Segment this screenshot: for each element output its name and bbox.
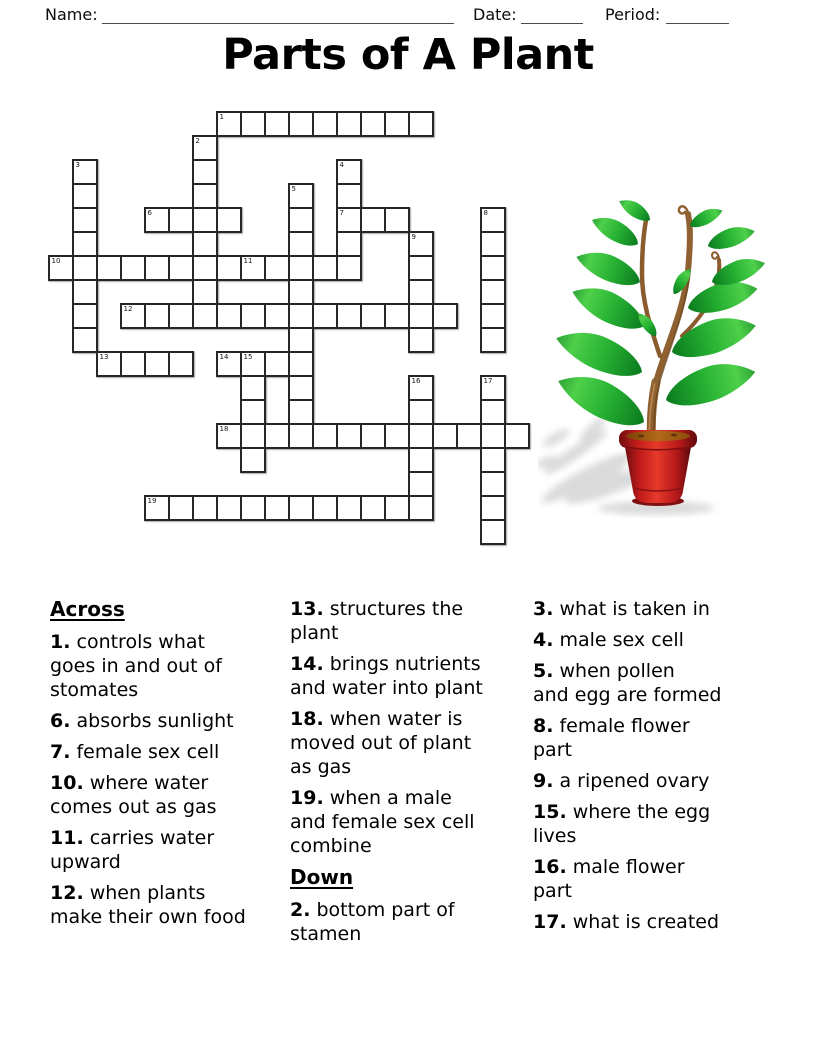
grid-cell[interactable]: [192, 255, 218, 281]
period-label: Period:: [605, 5, 661, 24]
grid-cell[interactable]: [480, 327, 506, 353]
grid-clue-number: 1: [219, 113, 224, 121]
grid-cell[interactable]: [288, 375, 314, 401]
clue-1: 1. controls what goes in and out of stomates: [50, 631, 222, 701]
grid-cell[interactable]: [144, 303, 170, 329]
grid-cell[interactable]: [312, 303, 338, 329]
clue-11: 11. carries water upward: [50, 827, 215, 873]
grid-cell[interactable]: [120, 351, 146, 377]
grid-cell[interactable]: [144, 255, 170, 281]
grid-clue-number: 15: [243, 353, 253, 361]
grid-clue-number: 13: [99, 353, 109, 361]
grid-cell[interactable]: [312, 255, 338, 281]
grid-cell[interactable]: [480, 447, 506, 473]
clue-15: 15. where the egg lives: [533, 801, 711, 847]
grid-clue-number: 5: [291, 185, 296, 193]
grid-clue-number: 7: [339, 209, 344, 217]
grid-clue-number: 14: [219, 353, 229, 361]
clue-16: 16. male flower part: [533, 856, 685, 902]
potted-plant-illustration: [538, 186, 768, 518]
grid-cell[interactable]: [240, 447, 266, 473]
grid-cell[interactable]: [408, 495, 434, 521]
grid-cell[interactable]: [480, 399, 506, 425]
grid-clue-number: 11: [243, 257, 253, 265]
grid-cell[interactable]: [264, 495, 290, 521]
grid-cell[interactable]: [360, 303, 386, 329]
grid-cell[interactable]: [192, 183, 218, 209]
clue-5: 5. when pollen and egg are formed: [533, 660, 722, 706]
grid-cell[interactable]: [360, 423, 386, 449]
grid-cell[interactable]: [168, 303, 194, 329]
down-header: Down: [290, 865, 354, 889]
grid-cell[interactable]: [192, 207, 218, 233]
grid-cell[interactable]: [312, 423, 338, 449]
grid-cell[interactable]: [432, 423, 458, 449]
grid-cell[interactable]: [192, 231, 218, 257]
grid-cell[interactable]: [480, 255, 506, 281]
clue-12: 12. when plants make their own food: [50, 882, 246, 928]
grid-cell[interactable]: [408, 471, 434, 497]
grid-cell[interactable]: [336, 423, 362, 449]
grid-cell[interactable]: [336, 303, 362, 329]
clue-column-1: [50, 597, 286, 936]
grid-clue-number: 9: [411, 233, 416, 241]
grid-cell[interactable]: [72, 183, 98, 209]
grid-cell[interactable]: [480, 279, 506, 305]
grid-cell[interactable]: [480, 495, 506, 521]
grid-clue-number: 19: [147, 497, 157, 505]
grid-clue-number: 16: [411, 377, 421, 385]
date-label: Date:: [473, 5, 517, 24]
grid-cell[interactable]: [408, 327, 434, 353]
clue-2: 2. bottom part of stamen: [290, 899, 455, 945]
grid-cell[interactable]: [72, 279, 98, 305]
grid-cell[interactable]: [384, 303, 410, 329]
page-title: Parts of A Plant: [222, 30, 594, 80]
grid-cell[interactable]: [240, 111, 266, 137]
grid-cell[interactable]: [408, 111, 434, 137]
clue-13: 13. structures the plant: [290, 598, 464, 644]
grid-cell[interactable]: [192, 495, 218, 521]
grid-cell[interactable]: [72, 327, 98, 353]
grid-cell[interactable]: [336, 111, 362, 137]
grid-cell[interactable]: [288, 351, 314, 377]
grid-cell[interactable]: [216, 303, 242, 329]
grid-cell[interactable]: [168, 351, 194, 377]
date-input-line[interactable]: [521, 8, 583, 24]
grid-cell[interactable]: [336, 255, 362, 281]
grid-cell[interactable]: [288, 231, 314, 257]
grid-cell[interactable]: [288, 255, 314, 281]
period-input-line[interactable]: [666, 8, 729, 24]
clue-8: 8. female flower part: [533, 715, 690, 761]
grid-cell[interactable]: [384, 207, 410, 233]
grid-cell[interactable]: [216, 495, 242, 521]
grid-clue-number: 12: [123, 305, 133, 313]
clue-19: 19. when a male and female sex cell combine: [290, 787, 475, 857]
grid-cell[interactable]: [384, 423, 410, 449]
grid-cell[interactable]: [408, 399, 434, 425]
grid-cell[interactable]: [216, 255, 242, 281]
grid-cell[interactable]: [288, 207, 314, 233]
grid-cell[interactable]: [240, 375, 266, 401]
grid-cell[interactable]: [120, 255, 146, 281]
grid-cell[interactable]: [408, 279, 434, 305]
grid-cell[interactable]: [264, 351, 290, 377]
clue-3: 3. what is taken in: [533, 598, 710, 620]
grid-clue-number: 10: [51, 257, 61, 265]
plant-leaves: [551, 195, 768, 435]
clue-9: 9. a ripened ovary: [533, 770, 710, 792]
grid-cell[interactable]: [168, 495, 194, 521]
grid-cell[interactable]: [288, 111, 314, 137]
grid-cell[interactable]: [288, 279, 314, 305]
grid-cell[interactable]: [480, 471, 506, 497]
grid-cell[interactable]: [192, 279, 218, 305]
grid-cell[interactable]: [72, 303, 98, 329]
grid-clue-number: 18: [219, 425, 229, 433]
grid-clue-number: 17: [483, 377, 493, 385]
grid-cell[interactable]: [216, 207, 242, 233]
grid-cell[interactable]: [384, 111, 410, 137]
grid-clue-number: 6: [147, 209, 152, 217]
grid-cell[interactable]: [504, 423, 530, 449]
clue-4: 4. male sex cell: [533, 629, 684, 651]
grid-cell[interactable]: [72, 231, 98, 257]
grid-cell[interactable]: [168, 255, 194, 281]
grid-cell[interactable]: [384, 495, 410, 521]
grid-cell[interactable]: [168, 207, 194, 233]
name-label: Name:: [45, 5, 98, 24]
grid-cell[interactable]: [312, 495, 338, 521]
grid-cell[interactable]: [288, 423, 314, 449]
grid-cell[interactable]: [408, 255, 434, 281]
crossword-grid: [48, 111, 532, 547]
grid-clue-number: 2: [195, 137, 200, 145]
grid-cell[interactable]: [288, 399, 314, 425]
grid-cell[interactable]: [288, 303, 314, 329]
grid-cell[interactable]: [264, 255, 290, 281]
grid-clue-number: 3: [75, 161, 80, 169]
grid-cell[interactable]: [240, 303, 266, 329]
grid-cell[interactable]: [288, 495, 314, 521]
plant-pot: [619, 430, 697, 506]
grid-cell[interactable]: [264, 111, 290, 137]
grid-cell[interactable]: [456, 423, 482, 449]
clue-10: 10. where water comes out as gas: [50, 772, 217, 818]
grid-cell[interactable]: [480, 423, 506, 449]
grid-cell[interactable]: [480, 303, 506, 329]
grid-cell[interactable]: [240, 495, 266, 521]
clue-14: 14. brings nutrients and water into plant: [290, 653, 483, 699]
across-header: Across: [50, 597, 125, 621]
grid-cell[interactable]: [144, 351, 170, 377]
grid-cell[interactable]: [408, 303, 434, 329]
grid-clue-number: 8: [483, 209, 488, 217]
grid-cell[interactable]: [336, 231, 362, 257]
grid-cell[interactable]: [480, 231, 506, 257]
grid-cell[interactable]: [192, 303, 218, 329]
grid-cell[interactable]: [432, 303, 458, 329]
grid-cell[interactable]: [336, 183, 362, 209]
grid-cell[interactable]: [192, 159, 218, 185]
clue-7: 7. female sex cell: [50, 741, 220, 763]
grid-cell[interactable]: [408, 423, 434, 449]
grid-cell[interactable]: [408, 447, 434, 473]
clue-6: 6. absorbs sunlight: [50, 710, 234, 732]
grid-cell[interactable]: [360, 495, 386, 521]
grid-cell[interactable]: [360, 207, 386, 233]
clues: [50, 597, 770, 1056]
grid-cell[interactable]: [288, 327, 314, 353]
grid-cell[interactable]: [240, 399, 266, 425]
clue-column-2: [290, 597, 526, 953]
grid-cell[interactable]: [96, 255, 122, 281]
grid-cell[interactable]: [264, 303, 290, 329]
grid-cell[interactable]: [264, 423, 290, 449]
clue-17: 17. what is created: [533, 911, 720, 933]
grid-cell[interactable]: [312, 111, 338, 137]
clue-column-3: [533, 597, 765, 941]
name-input-line[interactable]: [102, 8, 454, 24]
grid-cell[interactable]: [72, 207, 98, 233]
clue-18: 18. when water is moved out of plant as gas: [290, 708, 472, 778]
grid-cell[interactable]: [72, 255, 98, 281]
grid-cell[interactable]: [360, 111, 386, 137]
grid-cell[interactable]: [240, 423, 266, 449]
grid-cell[interactable]: [480, 519, 506, 545]
grid-cell[interactable]: [336, 495, 362, 521]
grid-clue-number: 4: [339, 161, 344, 169]
